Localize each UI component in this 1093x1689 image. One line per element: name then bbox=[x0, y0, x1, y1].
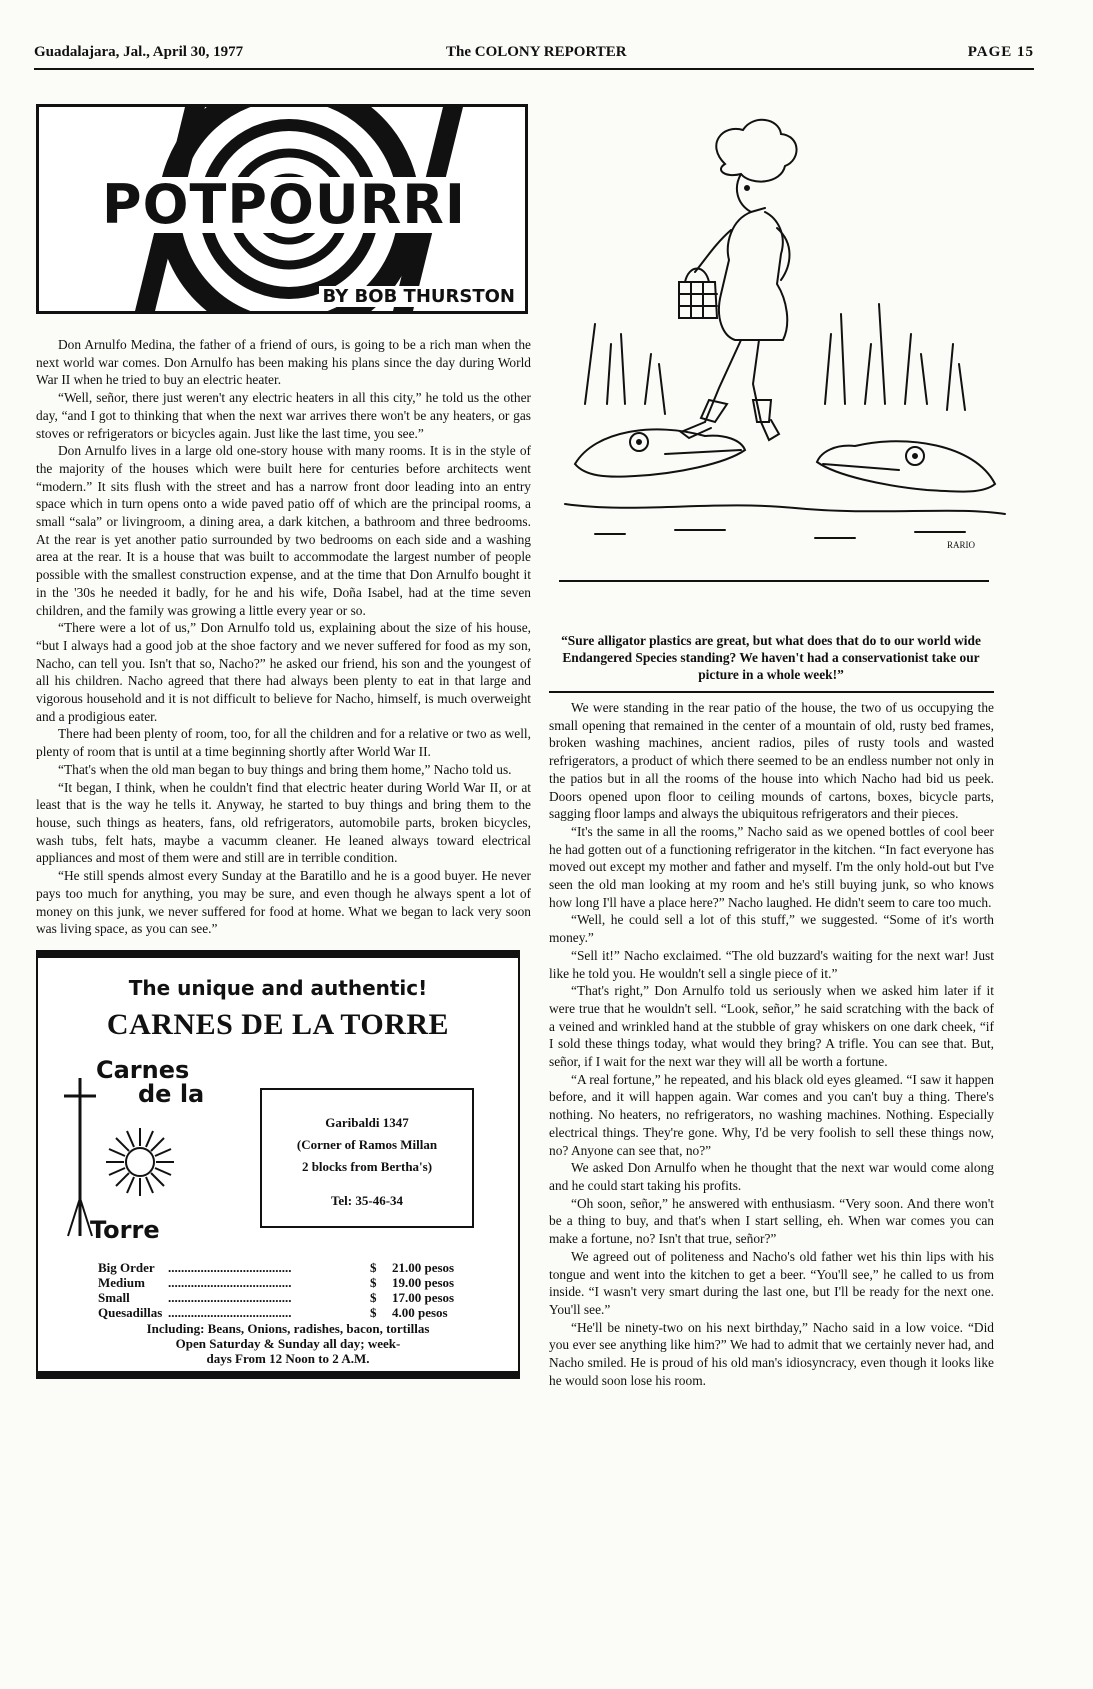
ad-footer-line: days From 12 Noon to 2 A.M. bbox=[206, 1350, 370, 1366]
paragraph: “Well, he could sell a lot of this stuff,” we suggested. “Some of it's worth money.” bbox=[549, 912, 994, 946]
price-item: Medium bbox=[98, 1274, 145, 1290]
price-currency: $ bbox=[370, 1259, 377, 1275]
price-row: Medium ...................................... $ 19.00 pesos bbox=[98, 1274, 455, 1290]
caption-rule bbox=[549, 691, 994, 693]
paragraph: Don Arnulfo lives in a large old one-story house with many rooms. It is in the style of the majority of the houses which were built here for centuries before architects went “modern.” It sits flush with the street and has a narrow front door leading into an entry space which in turn opens onto a wide paved patio off of which are the principal rooms, a small “sala” or livingroom, a dining area, a dark kitchen, a bathroom and three bedrooms. At the rear is yet another patio surrounded by two bedrooms on each side and a washing area at the rear. It is a house that was built to accommodate the largest number of people possible with the smallest construction expense, and at the time that Don Arnulfo bought it in the '30s he needed it badly, for he and his wife, Doña Isabel, had at the time seven children, and the family was growing a little every year or so. bbox=[36, 443, 531, 618]
ad-tagline: The unique and authentic! bbox=[128, 975, 428, 1000]
article-left-body bbox=[36, 336, 531, 938]
cartoon-illustration bbox=[555, 104, 1019, 574]
ad-address-line: 2 blocks from Bertha's) bbox=[301, 1158, 433, 1174]
paragraph: “Oh soon, señor,” he answered with enthusiasm. “Very soon. And there won't be a thing to buy, and that's when I start selling, eh. When war comes you can make a fortune, no? Isn't that true, señor?” bbox=[549, 1195, 994, 1247]
price-currency: $ bbox=[370, 1274, 377, 1290]
paragraph: “Sell it!” Nacho exclaimed. “The old buzzard's waiting for the next war! Just like he told you. He wouldn't sell a single piece of it.” bbox=[549, 947, 994, 981]
price-value: 4.00 pesos bbox=[392, 1304, 448, 1320]
carnes-ad bbox=[36, 950, 520, 1379]
page-number: PAGE 15 bbox=[967, 44, 1034, 60]
price-currency: $ bbox=[370, 1304, 377, 1320]
paragraph: “He'll be ninety-two on his next birthday,” Nacho said in a low voice. “Did you ever see anything like him?” We had to admit that we certainly never had, and Nacho smiled. He is proud of his old man's idiosyncracy, even though it looks like he would soon lose his room. bbox=[549, 1319, 994, 1388]
paragraph: “Well, señor, there just weren't any electric heaters in all this city,” he told us the other day, “and I got to thinking that when the next war arrives there won't be any heaters, or gas stoves or refrigerators or bicycles again. Just like the last time, you see.” bbox=[36, 390, 531, 441]
ad-address-box bbox=[260, 1088, 474, 1228]
price-value: 21.00 pesos bbox=[392, 1259, 455, 1275]
price-value: 17.00 pesos bbox=[392, 1289, 455, 1305]
newspaper-name: The COLONY REPORTER bbox=[446, 44, 627, 60]
logo-word: Carnes bbox=[96, 1055, 190, 1084]
paragraph: Don Arnulfo Medina, the father of a friend of ours, is going to be a rich man when the next world war comes. Don Arnulfo has been making his plans since the day during World War II when he tried to buy an electric heater. bbox=[36, 337, 531, 388]
ad-address-line: (Corner of Ramos Millan bbox=[296, 1136, 438, 1152]
ad-footer bbox=[78, 1321, 498, 1366]
paragraph: We agreed out of politeness and Nacho's old father wet his thin lips with his tongue and went into the kitchen to get a beer. “You'll see,” he called to us from inside. “I wasn't very smart during the last one, but I'll be ready for the next one. You'll see.” bbox=[549, 1248, 994, 1317]
issue-date: Guadalajara, Jal., April 30, 1977 bbox=[34, 44, 244, 60]
header-rule bbox=[34, 68, 1034, 70]
ad-business-name: CARNES DE LA TORRE bbox=[106, 1007, 450, 1041]
price-row: Quesadillas ...................................... $ 4.00 pesos bbox=[98, 1304, 448, 1320]
paragraph: “It's the same in all the rooms,” Nacho said as we opened bottles of cool beer he had gotten out of a functioning refrigerator in the kitchen. “In fact everyone has moved out except my mother and father and myself. I'm the only hold-out but I've seen the old man looking at my room and he's still buying junk, so who knows how long I'll have a place here?” Nacho laughed. He didn't seem to care too much. bbox=[549, 823, 994, 910]
paragraph: “It began, I think, when he couldn't find that electric heater during World War II, or at least that is the way he tells it. Anyway, he started to buy things and bring them to the house, such things as heaters, fans, old refrigerators, automobile parts, broken bicycles, wash tubs, felt hats, maybe a vacumm cleaner. He leaned always toward electrical appliances and most of them were and still are in terrible condition. bbox=[36, 779, 531, 866]
logo-word: Torre bbox=[90, 1215, 160, 1244]
price-value: 19.00 pesos bbox=[392, 1274, 455, 1290]
cartoon-signature: RARIO bbox=[947, 540, 976, 550]
paragraph: We were standing in the rear patio of the house, the two of us occupying the small opening that remained in the center of a mountain of old, rusty bed frames, broken washing machines, ancient radios, piles of rusty tools and wasted refrigerators, a product of which there seemed to be an endless number not only in the patios but in all the rooms of the house into which Nacho had bid us peek. Doors opened upon floor to ceiling mounds of cartons, boxes, bicycle parts, sagging floor lamps and always the ubiquitous refrigerators and their pieces. bbox=[549, 700, 994, 822]
price-row: Small ...................................... $ 17.00 pesos bbox=[98, 1289, 455, 1305]
price-row: Big Order ...................................... $ 21.00 pesos bbox=[98, 1259, 455, 1275]
column-title: POTPOURRI bbox=[99, 177, 469, 233]
paragraph: “That's right,” Don Arnulfo told us seriously when we asked him later if it were true that he wouldn't sell. “Look, señor,” he said scratching with the back of a veined and wrinkled hand at the stubble of gray whiskers on one dark cheek, “if I sold these things today, what would they bring? A trifle. You can see that. But, señor, if I wait for the next war they will all be worth a fortune. bbox=[549, 983, 994, 1070]
column-byline: BY BOB THURSTON bbox=[319, 286, 519, 307]
ad-address-line: Garibaldi 1347 bbox=[325, 1114, 409, 1130]
paragraph: We asked Don Arnulfo when he thought that the next war would come along and he could start taking his profits. bbox=[549, 1160, 994, 1193]
ad-price-list bbox=[98, 1260, 478, 1320]
ad-logo bbox=[56, 1055, 226, 1246]
ad-footer-line: Including: Beans, Onions, radishes, bacon, tortillas bbox=[146, 1320, 430, 1336]
page-header bbox=[34, 44, 1034, 66]
column-logo bbox=[36, 104, 528, 314]
logo-word: de la bbox=[138, 1079, 205, 1108]
cartoon-caption: “Sure alligator plastics are great, but what does that do to our world wide Endangered Species standing? We haven't had a conservationist take our picture in a whole week!” bbox=[561, 633, 981, 682]
price-item: Small bbox=[98, 1289, 130, 1305]
right-column bbox=[545, 104, 1040, 1389]
price-item: Big Order bbox=[98, 1259, 155, 1275]
paragraph: “A real fortune,” he repeated, and his black old eyes gleamed. “I saw it happen before, and it will happen again. War comes and you can't buy a thing. There's nothing. No heaters, no refrigerators, no washing machines. Nothing. Especially electrical things. They're gone. Why, I'd be very foolish to sell these things now, no? Anyone can see that, no?” bbox=[549, 1071, 994, 1158]
article-right-body bbox=[549, 699, 994, 1389]
paragraph: There had been plenty of room, too, for all the children and for a relative or two as well, plenty of room that is until at a time beginning shortly after World War II. bbox=[36, 726, 531, 760]
paragraph: “There were a lot of us,” Don Arnulfo told us, explaining about the size of his house, “but I always had a good job at the shoe factory and we never suffered for food as my son, Nacho, can tell you. Isn't that so, Nacho?” he asked our friend, his son and the youngest of all his children. Nacho agreed that there had always been plenty to eat in that large and vigorous household and it is not difficult to believe for Nacho, himself, is much overweight and a prodigious eater. bbox=[36, 620, 531, 724]
woman-and-alligators-drawing bbox=[555, 104, 1019, 574]
price-item: Quesadillas bbox=[98, 1304, 163, 1320]
cartoon-rule bbox=[559, 580, 989, 582]
paragraph: “That's when the old man began to buy things and bring them home,” Nacho told us. bbox=[58, 761, 512, 777]
left-column bbox=[36, 104, 531, 1379]
paragraph: “He still spends almost every Sunday at the Baratillo and he is a good buyer. He never pays too much for anything, you may be sure, and even though he always spent a lot of money on this junk, we never suffered for food at home. What we began to lack very soon was living space, as you can see.” bbox=[36, 868, 531, 937]
ad-footer-line: Open Saturday & Sunday all day; week- bbox=[175, 1335, 401, 1351]
price-currency: $ bbox=[370, 1289, 377, 1305]
ad-phone: Tel: 35-46-34 bbox=[330, 1192, 404, 1208]
